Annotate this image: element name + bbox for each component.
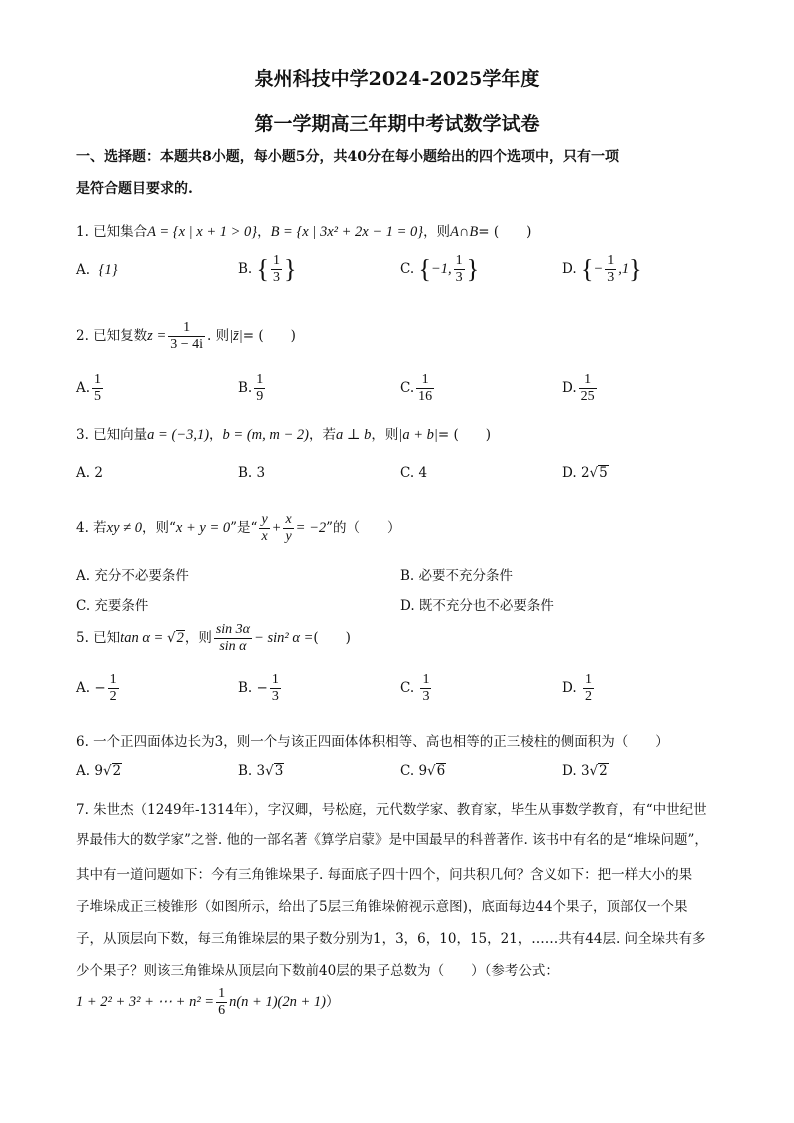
q2-z: z = (147, 328, 167, 344)
q5-ask: ，则 (184, 630, 212, 646)
q1-sep: ， (257, 224, 271, 240)
q5-f-num: sin 3α (215, 622, 251, 637)
q4-option-d[interactable]: D. 既不充分也不必要条件 (400, 598, 554, 614)
q6-option-a-rad: 2 (112, 763, 122, 779)
q7-line-4: 子堆垛成正三棱锥形（如图所示，给出了5层三角锥垛俯视示意图)，底面每边44个果子，顶部仅一个果 (76, 899, 688, 915)
q1-option-c-pre: −1, (430, 261, 452, 277)
q2-option-c-den: 16 (418, 389, 433, 404)
q1-option-b-label: B. (238, 261, 253, 277)
q1-ask: ，则 (423, 224, 451, 240)
q4-tail: ”的（ ） (326, 520, 401, 536)
q4-option-b[interactable]: B. 必要不充分条件 (400, 568, 514, 584)
q5-option-b-den: 3 (271, 689, 279, 704)
q5-cond: tan α = (120, 630, 167, 646)
section-heading-line1: 一、选择题：本题共8小题，每小题5分，共40分在每小题给出的四个选项中，只有一项 (76, 149, 619, 165)
q1-option-d-num: 1 (607, 253, 615, 268)
q5-option-d[interactable] (562, 672, 596, 705)
q3-cond: a ⊥ b (335, 427, 372, 443)
q3-cond-pre: ，若 (308, 427, 336, 443)
q2-option-b-label: B. (238, 380, 253, 396)
q5-option-a[interactable] (76, 672, 121, 705)
q7-formula-post: n(n + 1)(2n + 1) (229, 994, 326, 1010)
q6-option-d-label: D. (562, 763, 577, 779)
q5-option-d-num: 1 (584, 672, 592, 687)
q2-option-d-den: 25 (580, 389, 595, 404)
question-4-stem (76, 512, 401, 545)
q3-option-c-label: C. (400, 465, 415, 481)
q7-line-2: 界最伟大的数学家”之誉. 他的一部名著《算学启蒙》是中国最早的科普著作. 该书中有名的是“堆垛问题”， (76, 832, 708, 848)
q2-ask: . 则 (207, 328, 230, 344)
q2-option-d[interactable] (562, 372, 599, 405)
q3-expr: |a + b| (398, 427, 438, 443)
q6-option-c-rad: 6 (436, 763, 446, 779)
q5-prefix: 5. 已知 (76, 630, 121, 646)
q4-mid1: ，则“ (142, 520, 176, 536)
q3-option-d-rad: 5 (599, 465, 608, 481)
q2-option-b-num: 1 (256, 372, 264, 387)
q3-option-d[interactable]: D. 2√5 (562, 465, 608, 481)
q1-option-b[interactable]: B. { $\frac{1}{3}$ } (238, 253, 297, 285)
q1-option-b-den: 3 (273, 270, 280, 285)
q7-line-6: 少个果子？则该三角锥垛从顶层向下数前40层的果子总数为（ ）（参考公式： (76, 963, 559, 979)
question-3-stem (76, 423, 491, 444)
q2-num: 1 (168, 320, 205, 337)
q1-tail: = ( ) (478, 224, 532, 240)
q5-tail: ( ) (313, 630, 351, 646)
q2-option-a-den: 5 (94, 389, 102, 404)
q1-prefix: 1. 已知集合 (76, 224, 148, 240)
q3-option-a-label: A. (76, 465, 91, 481)
q6-option-b-label: B. (238, 763, 253, 779)
q1-option-d-pre: − (593, 261, 604, 277)
q5-option-c-num: 1 (422, 672, 430, 687)
q1-option-d-post: ,1 (618, 261, 630, 277)
q2-option-a-num: 1 (94, 372, 102, 387)
q1-option-a-value: {1} (98, 262, 118, 278)
q6-option-a[interactable]: A. 9√2 (76, 763, 122, 779)
q2-prefix: 2. 已知复数 (76, 328, 148, 344)
q5-minus: − sin² α = (254, 630, 314, 646)
q7-line-5: 子，从顶层向下数，每三角锥垛层的果子数分别为1，3，6，10，15，21，……共有44层. 问全垛共有多 (76, 931, 706, 947)
q2-option-a[interactable] (76, 372, 105, 405)
q5-option-a-den: 2 (109, 689, 117, 704)
q6-option-b[interactable]: B. 3√3 (238, 763, 284, 779)
q3-option-d-coef: 2 (580, 465, 590, 481)
q5-option-d-den: 2 (584, 689, 592, 704)
q5-option-c-label: C. (400, 680, 415, 696)
q3-option-a-value: 2 (94, 465, 103, 481)
q5-option-b-label: B. (238, 680, 253, 696)
q2-option-b[interactable] (238, 372, 267, 405)
q1-set-a: A = {x | x + 1 > 0} (147, 224, 258, 240)
q6-option-c-coef: 9 (418, 763, 428, 779)
q5-option-d-label: D. (562, 680, 577, 696)
q6-option-c-label: C. (400, 763, 415, 779)
q1-option-a-label: A. (76, 262, 91, 278)
q5-option-a-sign: − (94, 680, 106, 696)
q2-option-c-num: 1 (416, 372, 434, 389)
q3-sep: ， (209, 427, 223, 443)
q2-option-c-label: C. (400, 380, 415, 396)
q5-f-den: sin α (219, 639, 247, 654)
q6-option-a-coef: 9 (94, 763, 103, 779)
question-5-stem: 5. 已知tan α = √2，则 $\frac{\sin 3\alpha}{\text{sin α}}$ − sin² α =( ) (76, 622, 351, 654)
q1-option-d[interactable]: D. {− $\frac{1}{3}$ ,1} (562, 253, 642, 285)
q2-option-d-label: D. (562, 380, 577, 396)
q7-formula-tail: ） (325, 994, 340, 1010)
q4-f1-den: x (261, 529, 268, 544)
q4-option-c[interactable]: C. 充要条件 (76, 598, 149, 614)
q4-prefix: 4. 若 (76, 520, 107, 536)
exam-title-line2: 第一学期高三年期中考试数学试卷 (254, 113, 540, 135)
q6-option-d-coef: 3 (580, 763, 590, 779)
question-2-stem (76, 320, 296, 353)
q1-option-b-num: 1 (273, 253, 280, 268)
q3-ask: ，则 (371, 427, 399, 443)
q3-option-d-label: D. (562, 465, 577, 481)
q1-expr: A∩B (450, 224, 479, 240)
q3-option-b-label: B. (238, 465, 253, 481)
q4-mid2: ”是“ (230, 520, 258, 536)
q2-option-a-label: A. (76, 380, 91, 396)
q5-option-a-label: A. (76, 680, 91, 696)
q7-line-1: 7. 朱世杰（1249年-1314年），字汉卿，号松庭，元代数学家、教育家，毕生从事数学教育，有“中世纪世 (76, 802, 707, 818)
q3-vector-a: a = (−3,1) (147, 427, 210, 443)
q4-plus: + (271, 520, 282, 536)
q1-option-a[interactable] (76, 262, 118, 279)
q6-option-d[interactable]: D. 3√2 (562, 763, 608, 779)
q4-option-a[interactable]: A. 充分不必要条件 (76, 568, 189, 584)
question-6-stem: 6. 一个正四面体边长为3，则一个与该正四面体体积相等、高也相等的正三棱柱的侧面积为（ ） (76, 734, 669, 750)
q1-option-c-den: 3 (455, 270, 463, 285)
section-heading-line2: 是符合题目要求的. (76, 181, 193, 197)
q7-formula-pre: 1 + 2² + 3² + ⋯ + n² = (76, 994, 215, 1010)
q3-option-b[interactable] (238, 465, 265, 481)
q5-option-b-sign: − (256, 680, 268, 696)
q3-option-c-value: 4 (418, 465, 428, 481)
q3-option-b-value: 3 (256, 465, 266, 481)
q1-option-d-label: D. (562, 261, 577, 277)
q3-tail: = ( ) (437, 427, 491, 443)
q6-option-b-coef: 3 (256, 763, 266, 779)
q2-tail: = ( ) (242, 328, 296, 344)
q4-f2-den: y (285, 529, 292, 544)
q1-option-c[interactable]: C. {−1, $\frac{1}{3}$ } (400, 253, 480, 285)
q6-option-b-rad: 3 (274, 763, 284, 779)
question-1-stem (76, 220, 531, 241)
exam-title-line1: 泉州科技中学2024-2025学年度 (254, 68, 540, 90)
q2-option-d-num: 1 (579, 372, 597, 389)
q5-option-c-den: 3 (422, 689, 430, 704)
q2-abs: |z̄| (229, 328, 243, 344)
q1-option-d-den: 3 (607, 270, 615, 285)
q5-option-c[interactable] (400, 672, 433, 705)
q4-f2-num: x (285, 512, 292, 527)
q2-den: 3 − 4i (170, 337, 204, 352)
q4-eq1: x + y = 0 (175, 520, 231, 536)
q1-set-b: B = {x | 3x² + 2x − 1 = 0} (270, 224, 424, 240)
q5-option-b[interactable] (238, 672, 283, 705)
q3-option-c[interactable] (400, 465, 427, 481)
q6-option-a-label: A. (76, 763, 91, 779)
q3-prefix: 3. 已知向量 (76, 427, 148, 443)
q7-reference-formula (76, 986, 339, 1019)
q1-option-c-label: C. (400, 261, 415, 277)
q5-option-b-num: 1 (271, 672, 279, 687)
q6-option-d-rad: 2 (599, 763, 608, 779)
q4-f1-num: y (261, 512, 268, 527)
q5-cond-rad: 2 (176, 630, 184, 646)
q7-line-3: 其中有一道问题如下：今有三角锥垛果子. 每面底子四十四个，问共积几何？含义如下：把一样大小的果 (76, 867, 693, 883)
q4-eq-tail: = −2 (295, 520, 327, 536)
q6-option-c[interactable]: C. 9√6 (400, 763, 446, 779)
q7-formula-den: 6 (218, 1003, 226, 1018)
q2-option-c[interactable] (400, 372, 436, 405)
q5-option-a-num: 1 (109, 672, 117, 687)
q3-option-a[interactable] (76, 465, 103, 481)
q4-cond: xy ≠ 0 (106, 520, 143, 536)
q1-option-c-num: 1 (455, 253, 463, 268)
q3-vector-b: b = (m, m − 2) (222, 427, 309, 443)
q7-formula-num: 1 (218, 986, 226, 1001)
q2-option-b-den: 9 (256, 389, 264, 404)
